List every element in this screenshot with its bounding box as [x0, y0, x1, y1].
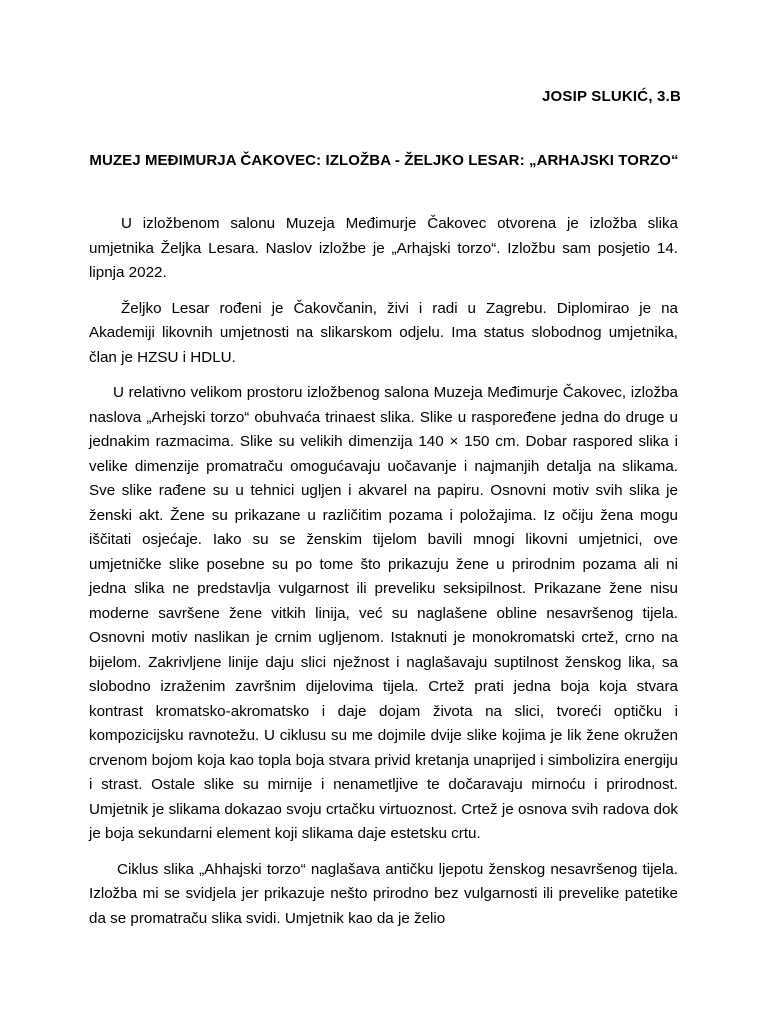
paragraph-exhibition-description: U relativno velikom prostoru izložbenog salona Muzeja Međimurje Čakovec, izložba naslova „Arhejski torzo“ obuhvaća trinaest slika. Slike u raspoređene jedna do druge u jednakim razmacima. Slike su velikih dimenzija 140 × 150 cm. Dobar raspored slika i velike dimenzije promatraču omogućavaju uočavanje i najmanjih detalja na slikama. Sve slike rađene su u tehnici ugljen i akvarel na papiru. Osnovni motiv svih slika je ženski akt. Žene su prikazane u različitim pozama i položajima. Iz očiju žena mogu iščitati osjećaje. Iako su se ženskim tijelom bavili mnogi likovni umjetnici, ove umjetničke slike posebne su po tome što prikazuju žene u prirodnim pozama ali ni jedna slika ne predstavlja vulgarnost ili preveliku seksipilnost. Prikazane žene nisu moderne savršene žene vitkih linija, već su naglašene obline nesavršenog tijela. Osnovni motiv naslikan je crnim ugljenom. Istaknuti je monokromatski crtež, crno na bijelom. Zakrivljene linije daju slici nježnost i naglašavaju suptilnost ženskog lika, sa slobodno izraženim završnim dijelovima tijela. Crtež prati jedna boja koja stvara kontrast kromatsko-akromatsko i daje dojam života na slici, tvoreći optičku i kompozicijsku ravnotežu. U ciklusu su me dojmile dvije slike kojima je lik žene okružen crvenom bojom koja kao topla boja stvara privid kretanja unaprijed i simbolizira energiju i strast. Ostale slike su mirnije i nenametljive te dočaravaju mirnoću i prirodnost. Umjetnik je slikama dokazao svoju crtačku virtuoznost. Crtež je osnova svih radova dok je boja sekundarni element koji slikama daje estetsku crtu. [89, 384, 678, 842]
paragraph-intro: U izložbenom salonu Muzeja Međimurje Čakovec otvorena je izložba slika umjetnika Željka Lesara. Naslov izložbe je „Arhajski torzo“. Izložbu sam posjetio 14. lipnja 2022. [89, 215, 678, 281]
paragraph-artist-bio: Željko Lesar rođeni je Čakovčanin, živi i radi u Zagrebu. Diplomirao je na Akademiji likovnih umjetnosti na slikarskom odjelu. Ima status slobodnog umjetnika, član je HZSU i HDLU. [89, 299, 678, 366]
paragraph-conclusion: Ciklus slika „Ahhajski torzo“ naglašava antičku ljepotu ženskog nesavršenog tijela. Izložba mi se svidjela jer prikazuje nešto prirodno bez vulgarnosti ili prevelike patetike da se promatraču slika svidi. Umjetnik kao da je želio [89, 860, 678, 927]
document-title: MUZEJ MEĐIMURJA ČAKOVEC: IZLOŽBA - ŽELJKO LESAR: „ARHAJSKI TORZO“ [89, 152, 679, 169]
author-line: JOSIP SLUKIĆ, 3.B [542, 88, 681, 105]
document-body [89, 212, 678, 942]
